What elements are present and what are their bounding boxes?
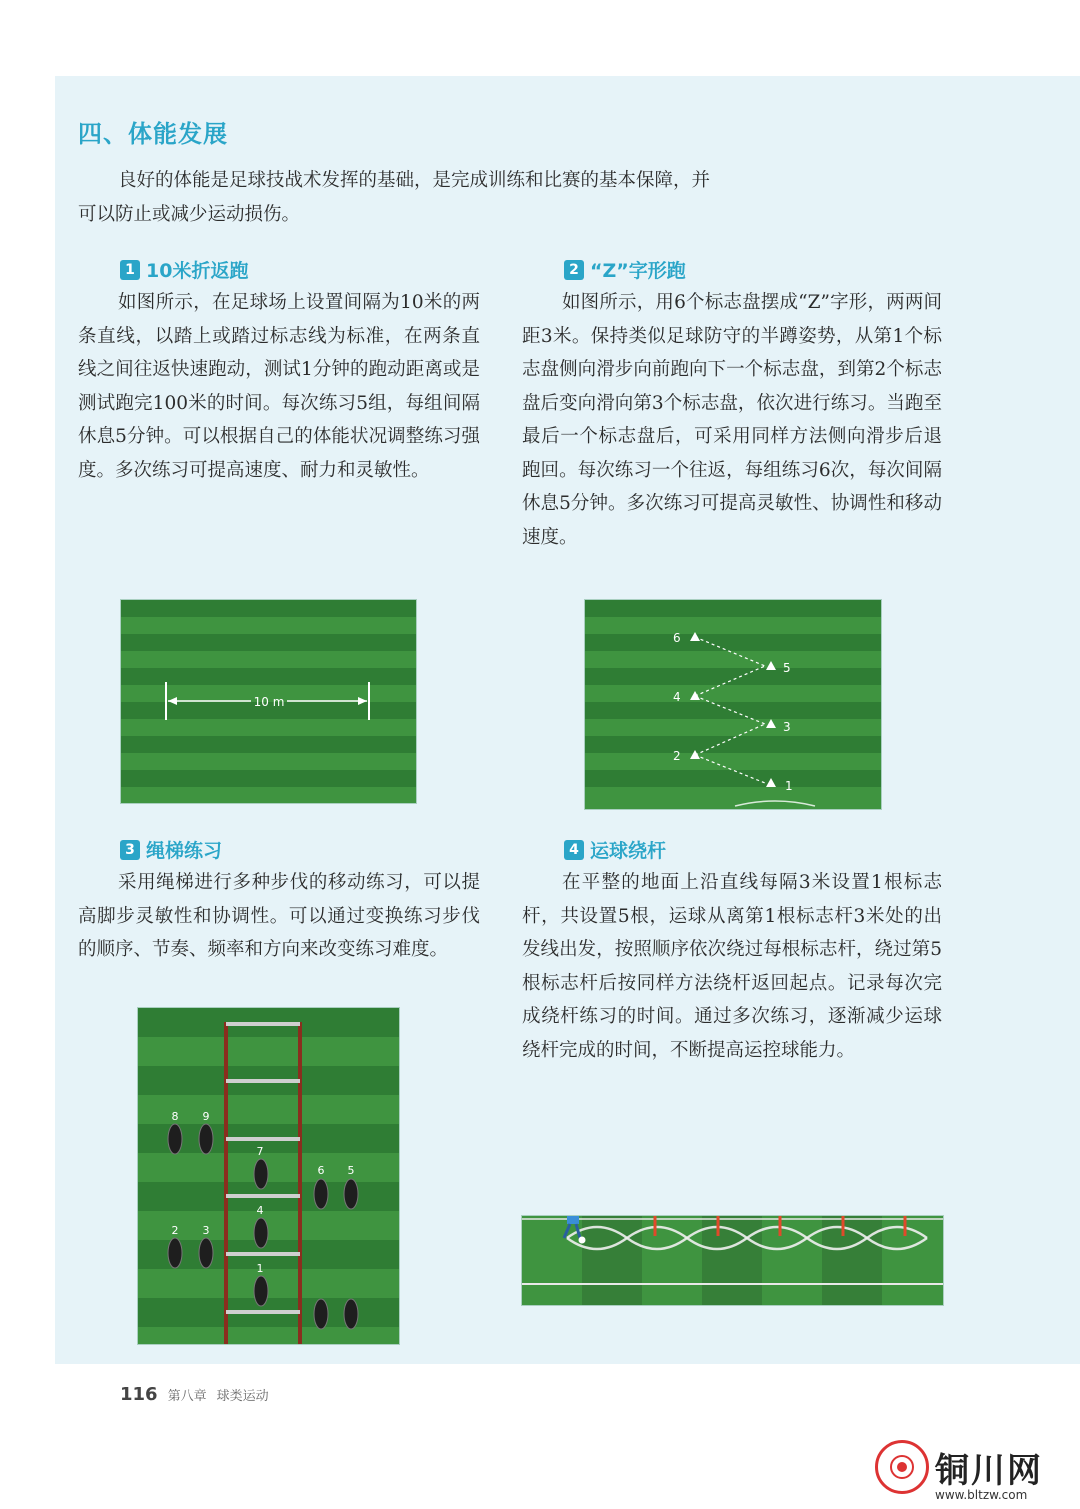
- foot-label-2: 2: [171, 1224, 179, 1237]
- footprint-7: [254, 1159, 268, 1189]
- item-2-badge: 2: [564, 260, 584, 280]
- item-2-heading: [564, 256, 686, 283]
- foot-label-8: 8: [171, 1110, 179, 1123]
- item-3-text: 采用绳梯进行多种步伐的移动练习，可以提高脚步灵敏性和协调性。可以通过变换练习步伐的顺序、节奏、频率和方向来改变练习难度。: [78, 872, 480, 960]
- item-1-title: 10米折返跑: [146, 260, 249, 282]
- footprint-5: [344, 1179, 358, 1209]
- item-1-badge: 1: [120, 260, 140, 280]
- foot-label-7: 7: [256, 1145, 264, 1158]
- distance-label: 10 m: [253, 695, 285, 709]
- footprint-2: [168, 1238, 182, 1268]
- footprint-3: [199, 1238, 213, 1268]
- section-title: 四、体能发展: [78, 120, 228, 148]
- watermark-url: www.bltzw.com: [935, 1488, 1028, 1502]
- rope-ladder-diagram: [137, 1007, 400, 1345]
- foot-label-3: 3: [202, 1224, 210, 1237]
- item-3-title: 绳梯练习: [146, 840, 223, 862]
- cone-label-3: 3: [783, 720, 791, 734]
- footprint-start-right: [344, 1299, 358, 1329]
- foot-label-4: 4: [256, 1204, 264, 1217]
- slalom-field: [522, 1216, 943, 1305]
- footprint-8: [168, 1124, 182, 1154]
- watermark-name: 铜川网: [935, 1450, 1043, 1491]
- shuttle-run-diagram: [120, 599, 417, 804]
- item-1-text: 如图所示，在足球场上设置间隔为10米的两条直线，以踏上或踏过标志线为标准，在两条直线之间往返快速跑动，测试1分钟的跑动距离或是测试跑完100米的时间。每次练习5组，每组间隔休息5分钟。可以根据自己的体能状况调整练习强度。多次练习可提高速度、耐力和灵敏性。: [78, 292, 480, 481]
- z-run-diagram: [584, 599, 882, 810]
- intro-paragraph: 良好的体能是足球技战术发挥的基础，是完成训练和比赛的基本保障，并可以防止或减少运动损伤。: [78, 170, 711, 225]
- cone-label-1: 1: [785, 779, 793, 793]
- foot-label-6: 6: [317, 1164, 325, 1177]
- watermark-seal-icon: [875, 1440, 929, 1494]
- footprint-4: [254, 1218, 268, 1248]
- item-4-text: 在平整的地面上沿直线每隔3米设置1根标志杆，共设置5根，运球从离第1根标志杆3米处的出发线出发，按照顺序依次绕过每根标志杆，绕过第5根标志杆后按同样方法绕杆返回起点。记录每次完成绕杆练习的时间。通过多次练习，逐渐减少运球绕杆完成的时间，不断提高运控球能力。: [522, 872, 942, 1061]
- cone-label-4: 4: [673, 690, 681, 704]
- chapter-number: 第八章: [167, 1389, 207, 1404]
- item-2-title: “Z”字形跑: [590, 260, 686, 282]
- cone-label-2: 2: [673, 749, 681, 763]
- footprint-6: [314, 1179, 328, 1209]
- item-4-heading: [564, 836, 666, 863]
- shuttle-run-field: [121, 600, 416, 803]
- site-watermark: [875, 1440, 1043, 1494]
- footprint-9: [199, 1124, 213, 1154]
- item-4-title: 运球绕杆: [590, 840, 667, 862]
- page-footer: [120, 1384, 269, 1405]
- chapter-title: 球类运动: [216, 1389, 269, 1404]
- cone-label-6: 6: [673, 631, 681, 645]
- foot-label-9: 9: [202, 1110, 210, 1123]
- item-4-badge: 4: [564, 840, 584, 860]
- item-3-badge: 3: [120, 840, 140, 860]
- foot-label-1: 1: [256, 1262, 264, 1275]
- page-number: 116: [120, 1384, 158, 1405]
- footprint-start-left: [314, 1299, 328, 1329]
- item-2-text: 如图所示，用6个标志盘摆成“Z”字形，两两间距3米。保持类似足球防守的半蹲姿势，从第1个标志盘侧向滑步向前跑向下一个标志盘，到第2个标志盘后变向滑向第3个标志盘，依次进行练习。当跑至最后一个标志盘后，可采用同样方法侧向滑步后退跑回。每次练习一个往返，每组练习6次，每次间隔休息5分钟。多次练习可提高灵敏性、协调性和移动速度。: [522, 292, 942, 548]
- z-run-field: [585, 600, 881, 809]
- item-3-heading: [120, 836, 222, 863]
- cone-label-5: 5: [783, 661, 791, 675]
- dribble-slalom-diagram: [521, 1215, 944, 1306]
- foot-label-5: 5: [347, 1164, 355, 1177]
- item-1-heading: [120, 256, 248, 283]
- rope-ladder-field: [138, 1008, 399, 1344]
- footprint-1: [254, 1276, 268, 1306]
